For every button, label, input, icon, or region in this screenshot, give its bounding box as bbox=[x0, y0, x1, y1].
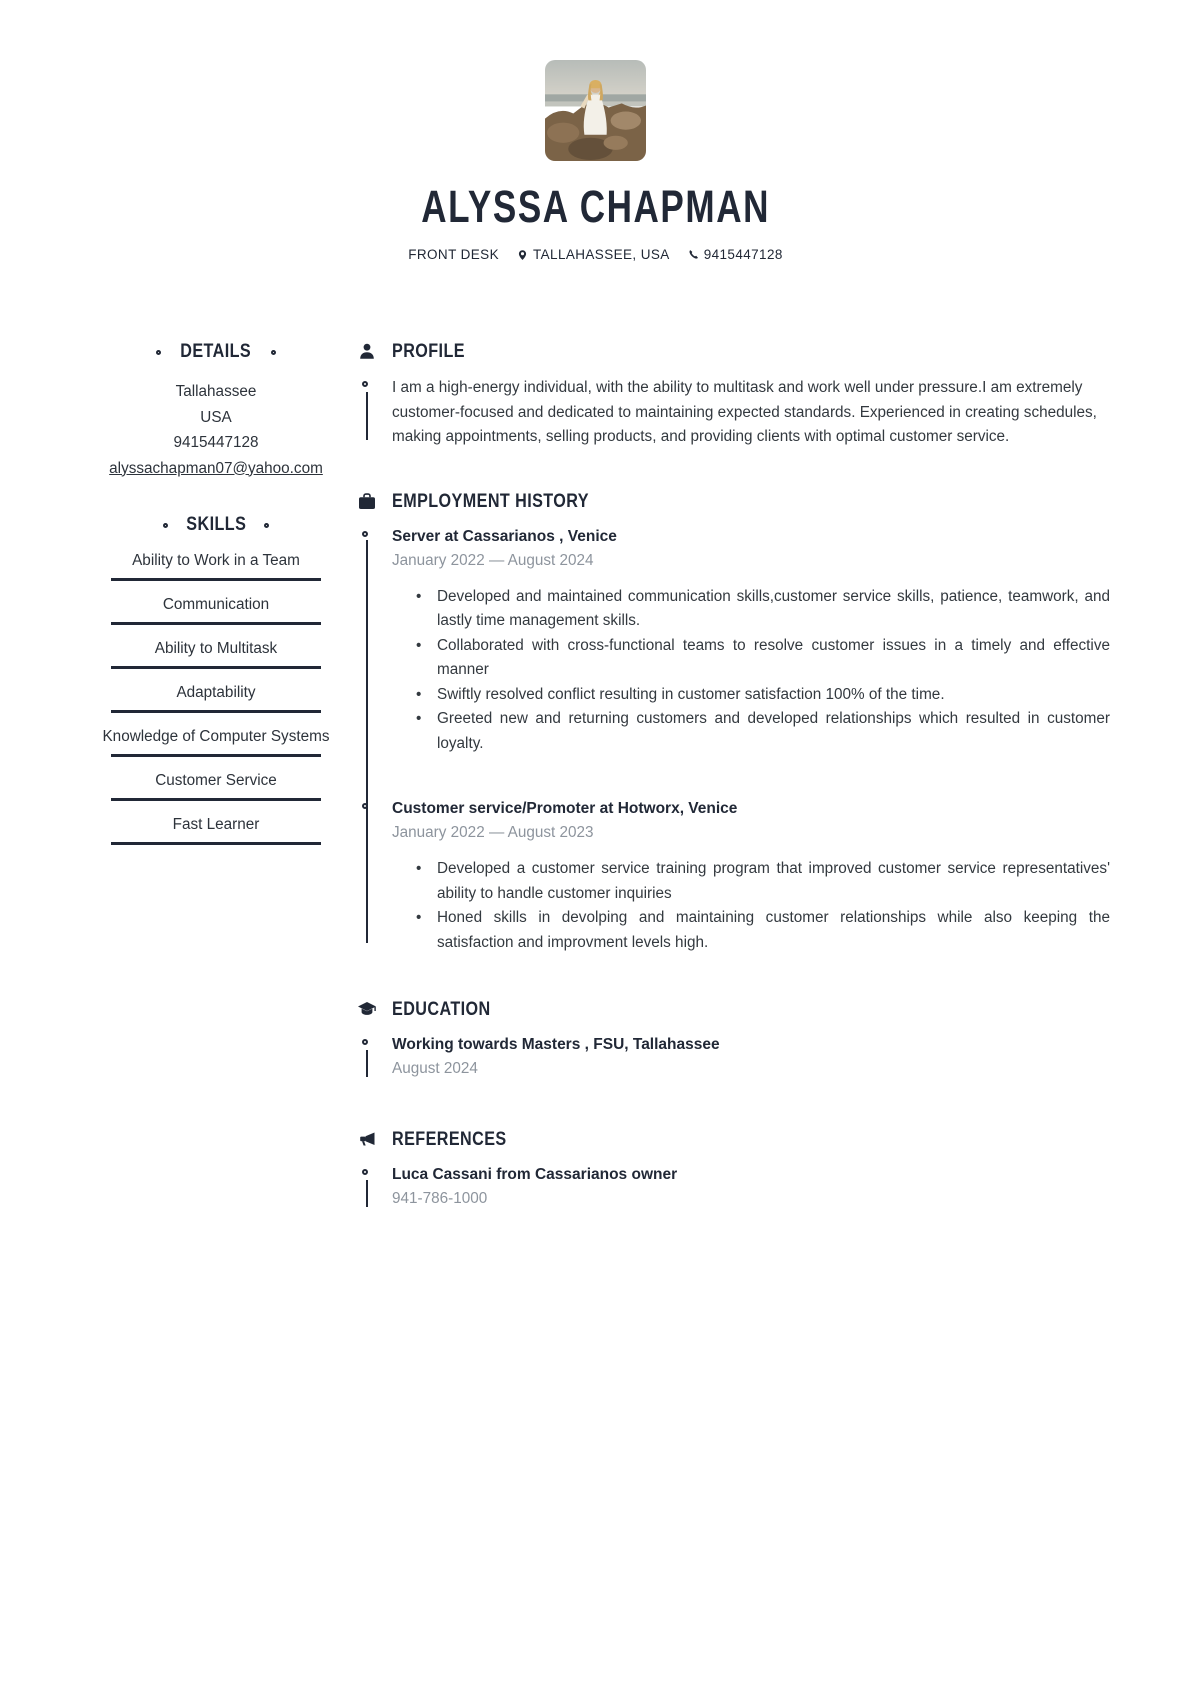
job-bullet: • Developed and maintained communication skills,customer service skills, patience, teamwork, and lastly time management skills. bbox=[408, 585, 1110, 634]
profile-entry bbox=[392, 376, 1110, 450]
skill-item: Communication bbox=[80, 595, 352, 625]
jobs-timeline bbox=[392, 526, 1110, 956]
education-section bbox=[352, 1000, 1110, 1082]
employment-section bbox=[352, 492, 1110, 956]
details-section bbox=[80, 342, 352, 481]
skills-list bbox=[80, 551, 352, 845]
job-entry bbox=[392, 798, 1110, 955]
details-city: Tallahassee bbox=[175, 383, 257, 400]
education-title: Working towards Masters , FSU, Tallahassee bbox=[392, 1036, 720, 1053]
reference-phone: 941-786-1000 bbox=[392, 1190, 488, 1207]
skills-heading: SKILLS bbox=[80, 515, 352, 535]
timeline-dot-icon bbox=[362, 1039, 368, 1045]
profile-text: I am a high-energy individual, with the ability to multitask and work well under pressure.I am extremely customer-focused and dedicated to maintaining expected standards. Experienced in creating schedules, making appointments, selling products, and providing clients with optimal customer service. bbox=[392, 379, 1097, 445]
skill-item: Knowledge of Computer Systems bbox=[80, 727, 352, 757]
header-subtitle bbox=[0, 247, 1191, 262]
skill-level-bar bbox=[111, 754, 321, 757]
ring-bullet-icon bbox=[163, 523, 168, 528]
skill-level-bar bbox=[111, 842, 321, 845]
reference-name: Luca Cassani from Cassarianos owner bbox=[392, 1166, 678, 1183]
job-bullet: • Swiftly resolved conflict resulting in customer satisfaction 100% of the time. bbox=[408, 683, 1110, 708]
job-bullet: • Collaborated with cross-functional teams to resolve customer issues in a timely and effective manner bbox=[408, 634, 1110, 683]
timeline-dot-icon bbox=[362, 803, 368, 809]
job-bullet: • Honed skills in devolping and maintaining customer relationships while also keeping the satisfaction and improvment levels high. bbox=[408, 906, 1110, 955]
briefcase-icon bbox=[357, 492, 377, 512]
skill-level-bar bbox=[111, 578, 321, 581]
profile-section bbox=[352, 342, 1110, 450]
graduation-cap-icon bbox=[357, 1000, 377, 1020]
details-country: USA bbox=[200, 408, 232, 426]
skills-section bbox=[80, 515, 352, 845]
job-bullet: • Greeted new and returning customers and developed relationships which resulted in customer loyalty. bbox=[408, 707, 1110, 756]
phone-icon bbox=[688, 249, 699, 260]
map-pin-icon bbox=[517, 249, 528, 261]
skill-item: Ability to Work in a Team bbox=[80, 551, 352, 581]
phone-item bbox=[688, 247, 783, 262]
employment-heading: EMPLOYMENT HISTORY bbox=[392, 490, 589, 512]
job-bullet: • Developed a customer service training program that improved customer service representatives' ability to handle customer inquiries bbox=[408, 857, 1110, 906]
ring-bullet-icon bbox=[271, 350, 276, 355]
job-title: Customer service/Promoter at Hotworx, Venice bbox=[392, 800, 738, 817]
skill-item: Fast Learner bbox=[80, 815, 352, 845]
skill-level-bar bbox=[111, 666, 321, 669]
location-text: TALLAHASSEE, USA bbox=[532, 247, 670, 262]
details-heading: DETAILS bbox=[80, 342, 352, 362]
skill-item: Adaptability bbox=[80, 683, 352, 713]
education-entry bbox=[392, 1034, 1110, 1082]
location-item bbox=[517, 247, 670, 262]
content-columns bbox=[0, 342, 1191, 1212]
job-bullets bbox=[408, 857, 1110, 955]
skill-level-bar bbox=[111, 622, 321, 625]
skill-level-bar bbox=[111, 798, 321, 801]
details-phone: 9415447128 bbox=[173, 434, 259, 451]
job-bullets bbox=[408, 585, 1110, 757]
person-icon bbox=[357, 342, 377, 362]
job-title: Server at Cassarianos , Venice bbox=[392, 527, 617, 545]
skill-item: Ability to Multitask bbox=[80, 639, 352, 669]
candidate-name: ALYSSA CHAPMAN bbox=[421, 181, 770, 232]
references-section bbox=[352, 1130, 1110, 1212]
education-dates: August 2024 bbox=[392, 1060, 478, 1077]
profile-photo bbox=[545, 60, 646, 161]
skill-item: Customer Service bbox=[80, 771, 352, 801]
sidebar bbox=[80, 342, 352, 1212]
timeline-dot-icon bbox=[362, 531, 368, 537]
references-heading: REFERENCES bbox=[392, 1129, 507, 1150]
timeline-dot-icon bbox=[362, 1169, 368, 1175]
education-heading: EDUCATION bbox=[392, 999, 491, 1020]
ring-bullet-icon bbox=[156, 350, 161, 355]
job-dates: January 2022 — August 2024 bbox=[392, 551, 594, 569]
main-column bbox=[352, 342, 1110, 1212]
megaphone-icon bbox=[357, 1130, 377, 1150]
profile-heading: PROFILE bbox=[392, 341, 465, 362]
job-title: FRONT DESK bbox=[408, 247, 499, 262]
details-lines bbox=[80, 379, 352, 481]
skill-level-bar bbox=[111, 710, 321, 713]
email-link[interactable]: alyssachapman07@yahoo.com bbox=[109, 459, 323, 477]
phone-number: 9415447128 bbox=[703, 247, 783, 262]
ring-bullet-icon bbox=[264, 523, 269, 528]
job-entry bbox=[392, 526, 1110, 757]
beach-portrait-image bbox=[545, 60, 646, 161]
job-dates: January 2022 — August 2023 bbox=[392, 824, 594, 841]
reference-entry bbox=[392, 1164, 1110, 1212]
timeline-dot-icon bbox=[362, 381, 368, 387]
